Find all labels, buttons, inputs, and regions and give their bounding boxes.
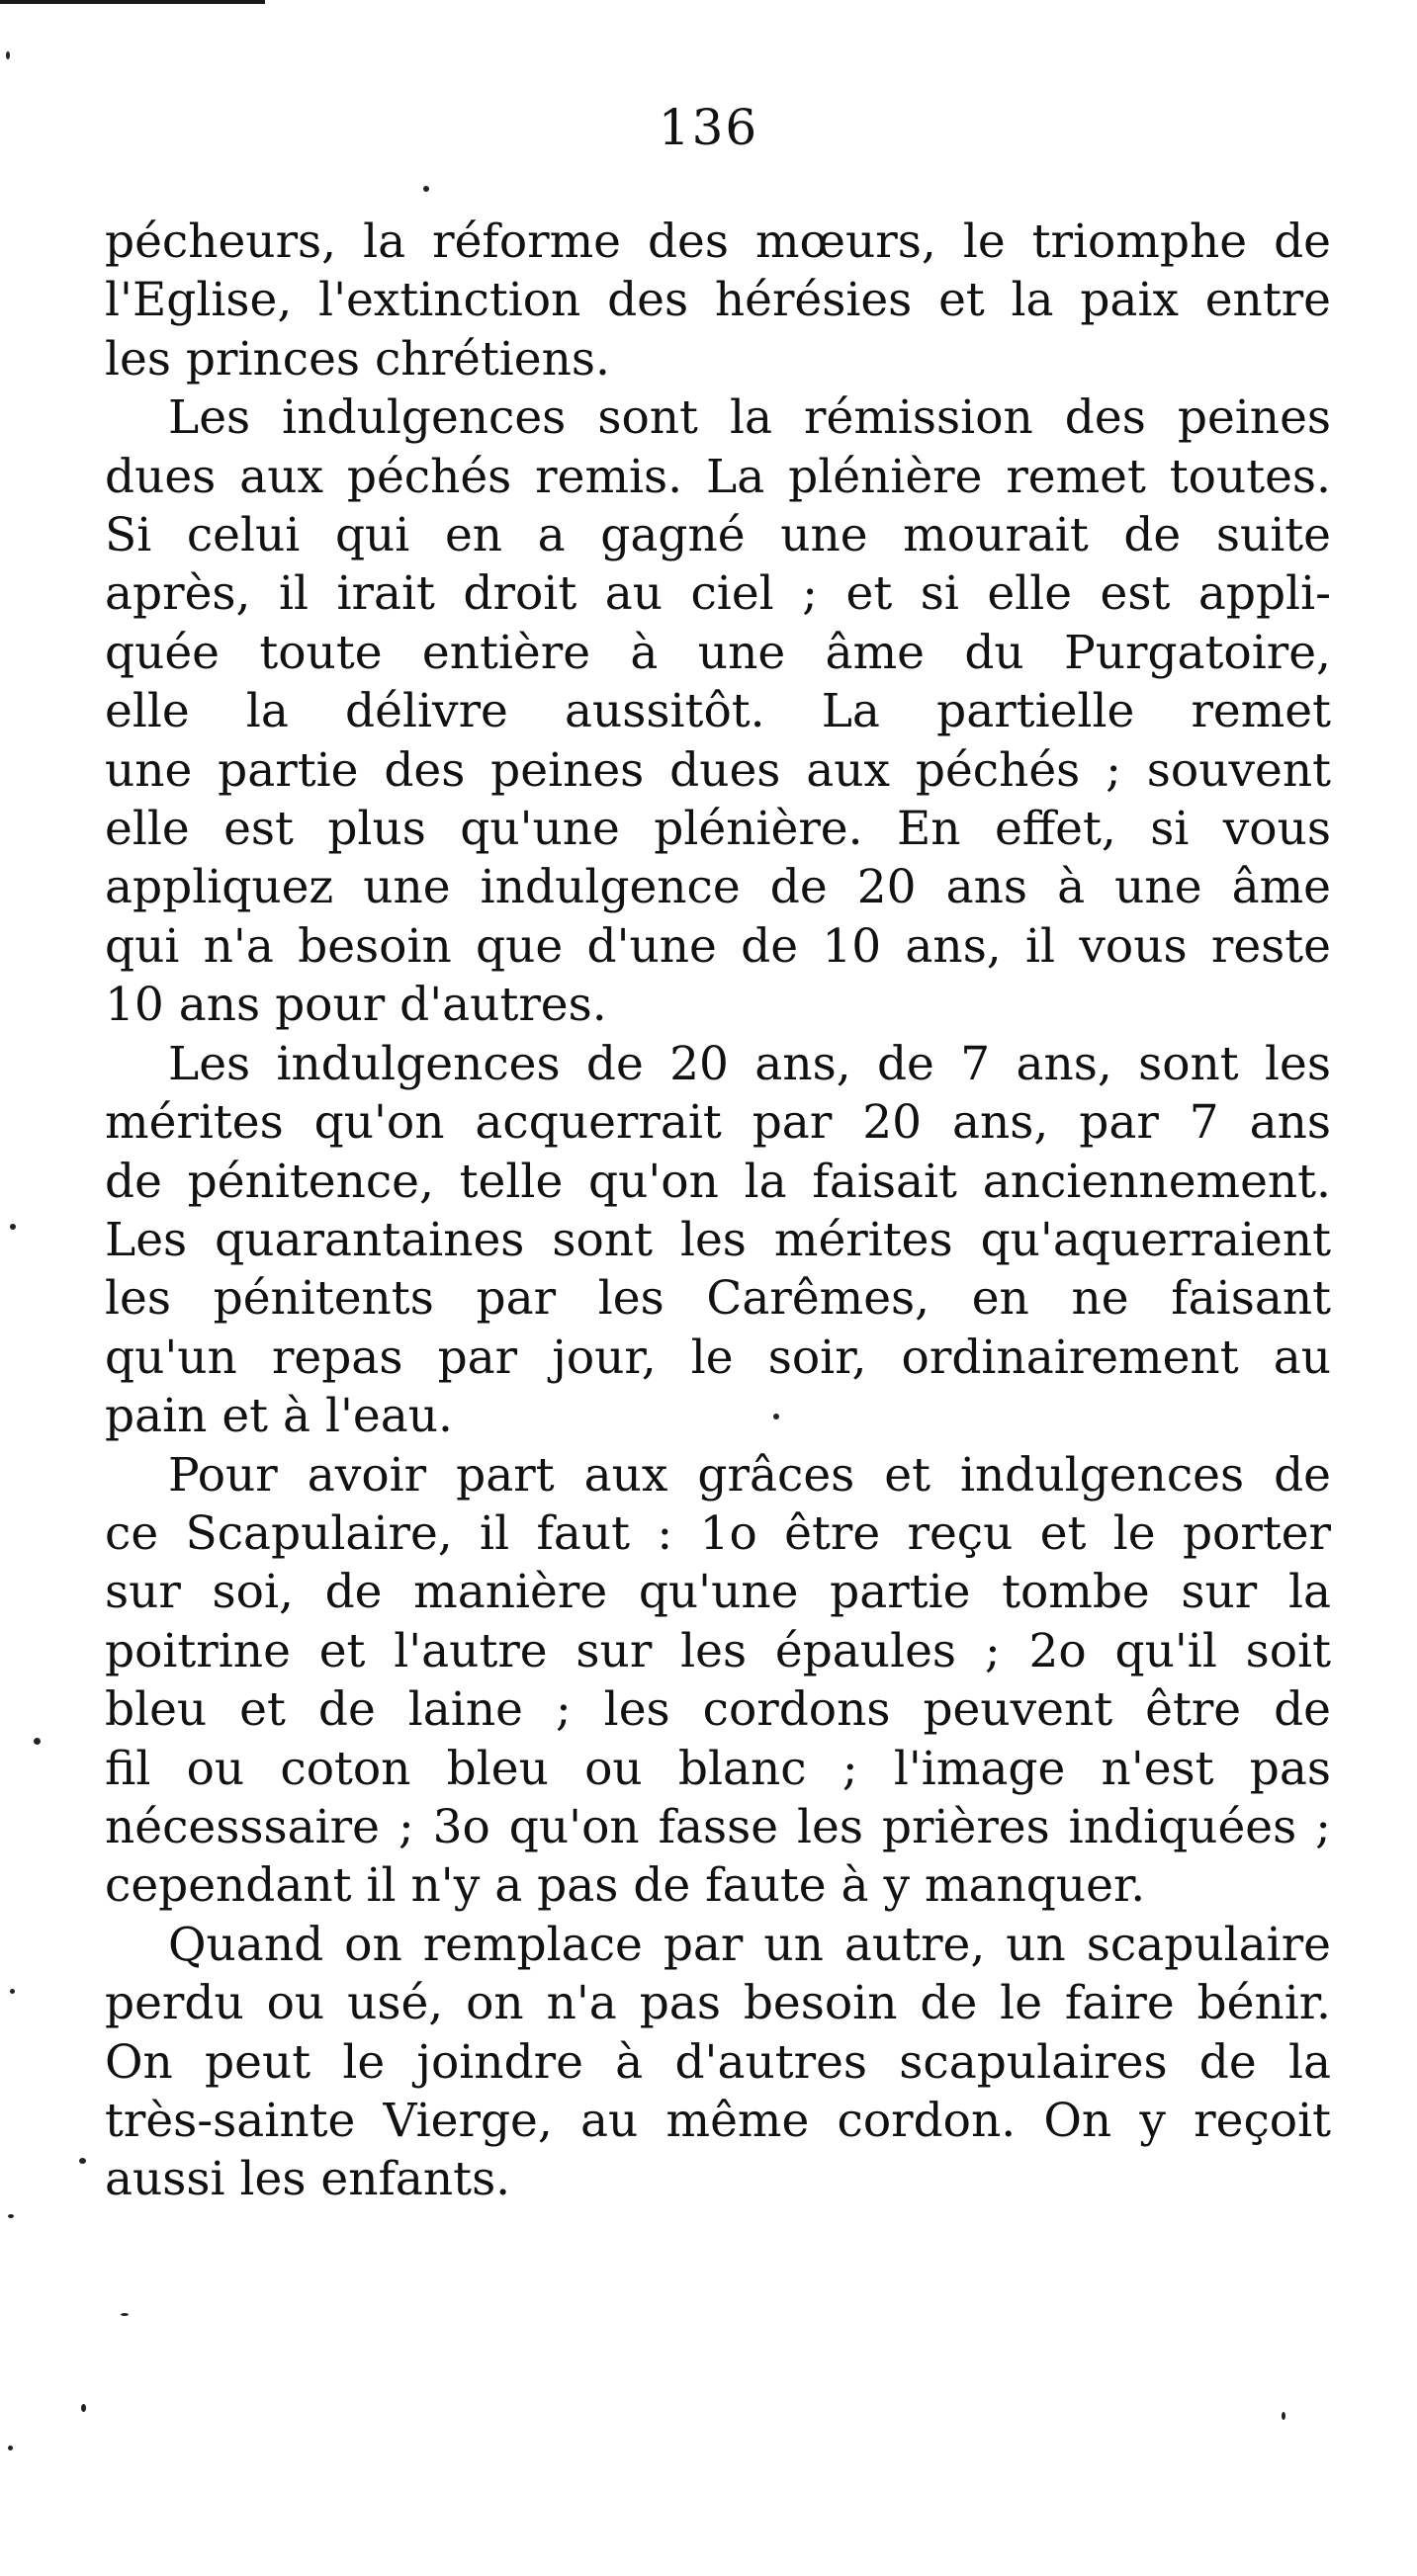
text-line: après, il irait droit au ciel ; et si elle est appli- — [105, 566, 1331, 622]
text-line: sur soi, de manière qu'une partie tombe sur la — [105, 1565, 1331, 1620]
text-body — [105, 213, 1331, 2209]
paragraph-4 — [105, 1446, 1331, 1916]
scan-speck — [423, 186, 429, 192]
text-line: Les indulgences de 20 ans, de 7 ans, sont les — [168, 1036, 1331, 1091]
text-line: quée toute entière à une âme du Purgatoire, — [105, 625, 1331, 680]
scan-speck — [79, 2158, 86, 2164]
text-line: poitrine et l'autre sur les épaules ; 2o qu'il soit — [105, 1623, 1331, 1678]
text-line: nécesssaire ; 3o qu'on fasse les prières indiquées ; — [105, 1799, 1331, 1854]
text-line: très-sainte Vierge, au même cordon. On y reçoit — [105, 2094, 1331, 2148]
text-line: Pour avoir part aux grâces et indulgences de — [168, 1447, 1331, 1503]
text-line: qui n'a besoin que d'une de 10 ans, il vous reste — [105, 918, 1331, 974]
text-line: les pénitents par les Carêmes, en ne faisant — [105, 1271, 1331, 1327]
text-line: perdu ou usé, on n'a pas besoin de le faire bénir. — [105, 1976, 1331, 2031]
paragraph-1 — [105, 213, 1331, 388]
scan-speck — [10, 1224, 16, 1230]
text-line: elle la délivre aussitôt. La partielle remet — [105, 684, 1331, 739]
text-line: pécheurs, la réforme des mœurs, le triomphe de — [105, 215, 1331, 269]
scan-speck — [121, 2313, 129, 2316]
text-line: 10 ans pour d'autres. — [105, 978, 607, 1033]
scan-speck — [6, 51, 10, 59]
text-line: aussi les enfants. — [105, 2152, 511, 2207]
scan-speck — [773, 1414, 779, 1419]
text-line: On peut le joindre à d'autres scapulaires de la — [105, 2034, 1331, 2090]
paragraph-2 — [105, 388, 1331, 1034]
text-line: dues aux péchés remis. La plénière remet toutes. — [105, 449, 1331, 504]
scan-speck — [81, 2404, 86, 2412]
scan-speck — [8, 2446, 13, 2450]
text-line: pain et à l'eau. — [105, 1389, 453, 1444]
text-line: Les indulgences sont la rémission des peines — [168, 390, 1331, 446]
top-rule — [0, 0, 265, 4]
text-line: l'Eglise, l'extinction des hérésies et la paix entre — [105, 273, 1331, 328]
paragraph-5 — [105, 1916, 1331, 2209]
scan-speck — [34, 1738, 41, 1745]
text-line: de pénitence, telle qu'on la faisait anciennement. — [105, 1154, 1331, 1209]
text-line: Les quarantaines sont les mérites qu'aquerraient — [105, 1212, 1331, 1267]
scan-speck — [8, 2214, 14, 2218]
text-line: les princes chrétiens. — [105, 331, 610, 386]
scan-speck — [10, 1989, 15, 1994]
text-line: Si celui qui en a gagné une mourait de suite — [105, 508, 1331, 563]
text-line: elle est plus qu'une plénière. En effet, si vous — [105, 802, 1331, 857]
page-number: 136 — [658, 99, 759, 156]
text-line: cependant il n'y a pas de faute à y manquer. — [105, 1858, 1146, 1914]
text-line: mérites qu'on acquerrait par 20 ans, par 7 ans — [105, 1095, 1331, 1151]
paragraph-3 — [105, 1035, 1331, 1446]
text-line: qu'un repas par jour, le soir, ordinairement au — [105, 1330, 1331, 1385]
text-line: Quand on remplace par un autre, un scapulaire — [168, 1917, 1331, 1972]
scan-speck — [1282, 2412, 1285, 2420]
text-line: une partie des peines dues aux péchés ; souvent — [105, 742, 1331, 798]
text-line: appliquez une indulgence de 20 ans à une âme — [105, 860, 1331, 915]
text-line: ce Scapulaire, il faut : 1o être reçu et le porter — [105, 1505, 1331, 1561]
text-line: bleu et de laine ; les cordons peuvent être de — [105, 1682, 1331, 1738]
text-line: fil ou coton bleu ou blanc ; l'image n'est pas — [105, 1741, 1331, 1796]
